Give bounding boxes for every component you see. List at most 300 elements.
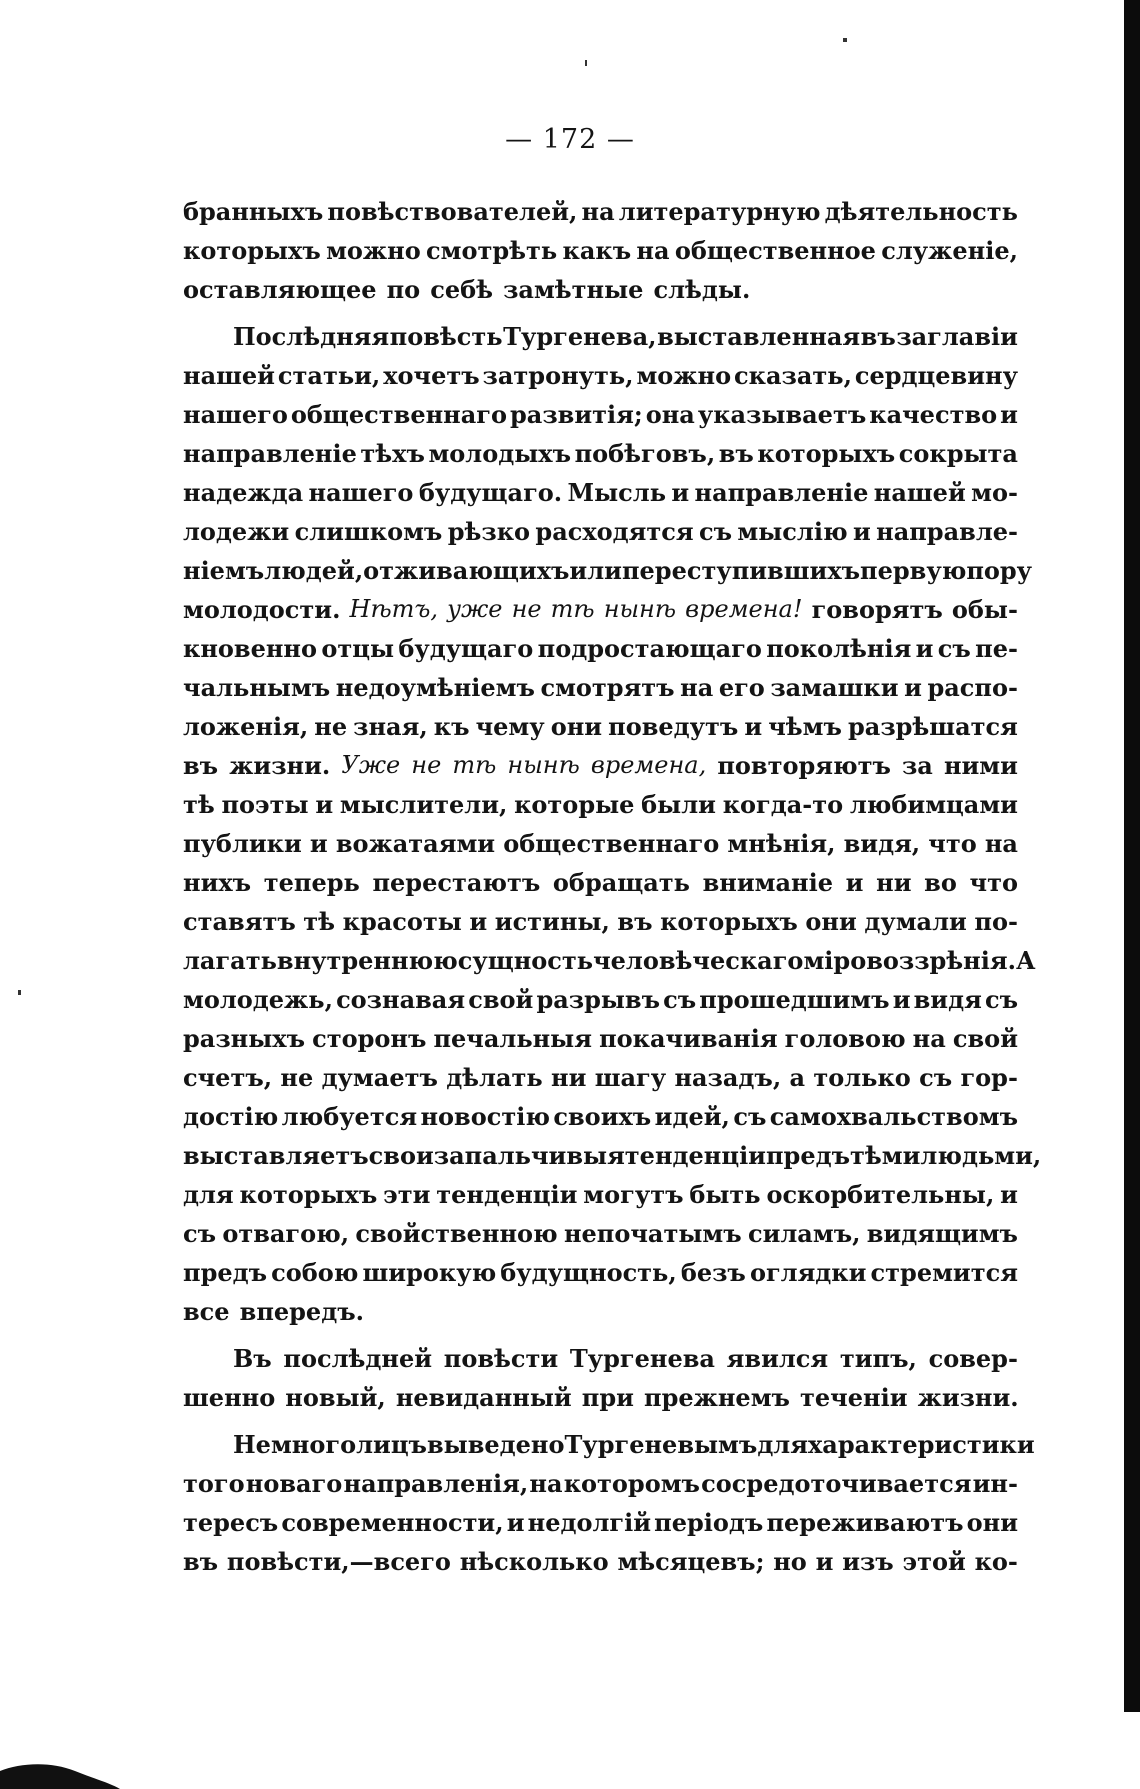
word: распо- <box>927 673 1018 702</box>
text-line <box>183 473 1018 512</box>
word: мо- <box>971 478 1018 507</box>
word: вниманіе <box>702 868 834 897</box>
word: статьи, <box>277 361 381 390</box>
word: предъ <box>183 1258 268 1287</box>
word: головою <box>784 1024 906 1053</box>
word: и <box>469 907 488 936</box>
word: достію <box>183 1102 279 1131</box>
word: можно <box>326 236 421 265</box>
word: но <box>773 1547 807 1576</box>
text-line <box>183 512 1018 551</box>
word: и <box>815 1547 834 1576</box>
word: расходятся <box>535 517 694 546</box>
word: зная, <box>353 712 428 741</box>
word: человѣческаго <box>593 946 804 975</box>
word: при <box>581 1383 634 1412</box>
word: будущаго <box>398 634 534 663</box>
word: съ <box>663 985 697 1014</box>
word: на <box>984 829 1018 858</box>
word: которые <box>514 790 635 819</box>
word: выведено <box>426 1430 565 1459</box>
word: поведутъ <box>608 712 739 741</box>
word: ніемъ <box>183 556 265 585</box>
text-line <box>183 1136 1042 1175</box>
word: ко- <box>974 1547 1018 1576</box>
word: тенденціи <box>436 1180 578 1209</box>
word: Тургенева <box>569 1344 715 1373</box>
word: идей, <box>654 1102 730 1131</box>
word: общественнаго <box>290 400 507 429</box>
word: ложенія, <box>183 712 309 741</box>
word: думаетъ <box>321 1063 438 1092</box>
word: въ <box>860 322 896 351</box>
word: ни <box>551 1063 587 1092</box>
word: общественное <box>674 236 876 265</box>
scan-speck <box>585 60 587 66</box>
word: повѣсти <box>443 1344 559 1373</box>
word: характеристики <box>807 1430 1035 1459</box>
word: и <box>915 634 934 663</box>
word: и <box>1000 1180 1018 1209</box>
word: невиданный <box>395 1383 572 1412</box>
italic-word: Уже <box>341 751 401 779</box>
italic-word: нынѣ <box>507 751 580 779</box>
word: отвагою, <box>222 1219 350 1248</box>
word: отживающихъ <box>363 556 570 585</box>
word: собою <box>271 1258 359 1287</box>
body-text <box>183 192 1042 1581</box>
word: себѣ <box>430 275 493 304</box>
word: а <box>789 1063 806 1092</box>
word: которомъ <box>563 1469 700 1498</box>
word: міровоззрѣнія. <box>803 946 1016 975</box>
word: тѣ <box>183 790 215 819</box>
word: повѣсти,—всего <box>226 1547 451 1576</box>
word: перестаютъ <box>372 868 541 897</box>
text-line <box>183 668 1018 707</box>
text-line <box>183 1378 1018 1417</box>
text-line <box>183 1019 1018 1058</box>
word: шагу <box>594 1063 667 1092</box>
word: они <box>805 907 857 936</box>
word: они <box>966 1508 1018 1537</box>
word: сознавая <box>336 985 466 1014</box>
word: типъ, <box>839 1344 917 1373</box>
word: людьми, <box>920 1141 1042 1170</box>
word: молодежь, <box>183 985 333 1014</box>
word: качество <box>869 400 998 429</box>
scan-edge-bar <box>1124 0 1140 1712</box>
word: сущность <box>457 946 594 975</box>
text-line <box>183 1214 1018 1253</box>
word: силамъ, <box>747 1219 861 1248</box>
word: недолгій <box>527 1508 652 1537</box>
word: только <box>813 1063 911 1092</box>
word: тересъ <box>183 1508 279 1537</box>
word: широкую <box>362 1258 497 1287</box>
text-line <box>183 590 1018 629</box>
word: лагать <box>183 946 277 975</box>
word: изъ <box>842 1547 894 1576</box>
word: свой <box>952 1024 1018 1053</box>
word: на <box>912 1024 946 1053</box>
text-line <box>183 1542 1018 1581</box>
text-line <box>183 231 1018 270</box>
scan-speck <box>18 990 21 995</box>
word: свой <box>468 985 534 1014</box>
word: пе- <box>975 634 1018 663</box>
word: она <box>645 400 695 429</box>
word: которыхъ <box>757 439 896 468</box>
italic-word: не <box>511 595 542 623</box>
word: свои <box>368 1141 434 1170</box>
word: что <box>928 829 977 858</box>
word: мыслію <box>737 517 848 546</box>
scan-speck <box>843 38 847 42</box>
word: чальнымъ <box>183 673 331 702</box>
word: шенно <box>183 1383 276 1412</box>
word: на <box>680 673 714 702</box>
text-line <box>183 434 1018 473</box>
word: мнѣнія, <box>727 829 836 858</box>
text-line <box>183 270 1018 309</box>
word: молодости. <box>183 595 341 624</box>
italic-word: нынѣ <box>603 595 677 623</box>
italic-word: времена, <box>590 751 707 779</box>
word: ин- <box>972 1469 1018 1498</box>
word: оставляющее <box>183 275 377 304</box>
word: того <box>183 1469 245 1498</box>
word: непочатымъ <box>563 1219 742 1248</box>
word: сторонъ <box>312 1024 427 1053</box>
word: направленіе <box>694 478 869 507</box>
word: которыхъ <box>183 236 321 265</box>
text-line <box>183 941 1036 980</box>
text-line <box>183 1464 1018 1503</box>
word: чѣмъ <box>768 712 842 741</box>
word: совер- <box>928 1344 1018 1373</box>
word: лодежи <box>183 517 290 546</box>
word: красоты <box>342 907 462 936</box>
word: которыхъ <box>239 1180 378 1209</box>
word: ставятъ <box>183 907 296 936</box>
word: лицъ <box>356 1430 427 1459</box>
word: своихъ <box>553 1102 652 1131</box>
word: печальныя <box>433 1024 592 1053</box>
word: замашки <box>770 673 899 702</box>
word: нашей <box>183 361 275 390</box>
word: по <box>386 275 421 304</box>
word: направленіе <box>183 439 357 468</box>
word: подростающаго <box>537 634 762 663</box>
word: прежнемъ <box>644 1383 790 1412</box>
word: послѣдней <box>283 1344 433 1373</box>
word: или <box>569 556 622 585</box>
word: эти <box>383 1180 431 1209</box>
word: и <box>309 829 328 858</box>
word: истины, <box>494 907 610 936</box>
word: за <box>901 751 933 780</box>
word: нихъ <box>183 868 252 897</box>
word: бранныхъ <box>183 197 324 226</box>
word: тѣхъ <box>360 439 425 468</box>
italic-word: времена! <box>685 595 803 623</box>
word: могутъ <box>583 1180 684 1209</box>
word: и <box>852 517 871 546</box>
word: людей, <box>264 556 364 585</box>
text-line <box>183 1175 1018 1214</box>
word: ни <box>876 868 912 897</box>
word: и <box>904 673 922 702</box>
word: первую <box>860 556 967 585</box>
word: ними <box>943 751 1018 780</box>
word: въ <box>718 439 754 468</box>
word: съ <box>183 1219 217 1248</box>
word: во <box>924 868 957 897</box>
text-line <box>183 1097 1018 1136</box>
text-line <box>183 1253 1018 1292</box>
word: съ <box>984 985 1018 1014</box>
italic-word: уже <box>447 595 503 623</box>
word: явился <box>726 1344 829 1373</box>
word: этой <box>902 1547 966 1576</box>
word: выставляетъ <box>183 1141 369 1170</box>
text-line <box>183 395 1018 434</box>
text-line <box>183 317 1018 356</box>
word: гор- <box>960 1063 1018 1092</box>
word: обы- <box>951 595 1018 624</box>
word: для <box>757 1430 808 1459</box>
word: сердцевину <box>854 361 1018 390</box>
word: и <box>845 868 864 897</box>
word: періодъ <box>654 1508 764 1537</box>
word: отцы <box>321 634 394 663</box>
text-line <box>183 192 1018 231</box>
text-line <box>183 902 1018 941</box>
word: не <box>314 712 348 741</box>
word: предъ <box>765 1141 851 1170</box>
word: Въ <box>233 1344 272 1373</box>
word: тѣми <box>850 1141 921 1170</box>
word: Тургеневымъ <box>564 1430 758 1459</box>
word: указываетъ <box>697 400 867 429</box>
word: смотрѣть <box>426 236 558 265</box>
word: переживаютъ <box>766 1508 964 1537</box>
word: они <box>550 712 603 741</box>
italic-word: Нѣтъ, <box>349 595 439 623</box>
word: для <box>183 1180 234 1209</box>
italic-word: не <box>411 751 442 779</box>
word: замѣтные <box>503 275 644 304</box>
word: любимцами <box>849 790 1018 819</box>
word: литературную <box>618 197 821 226</box>
word: Послѣдняя <box>233 322 390 351</box>
word: заглавіи <box>896 322 1018 351</box>
word: слишкомъ <box>294 517 443 546</box>
word: видящимъ <box>866 1219 1018 1248</box>
word: что <box>969 868 1018 897</box>
text-line <box>183 824 1018 863</box>
word: которыхъ <box>660 907 798 936</box>
word: любуется <box>281 1102 418 1131</box>
italic-word: тѣ <box>452 751 497 779</box>
word: повѣствователей, <box>327 197 578 226</box>
text-line <box>183 356 1018 395</box>
word: смотрятъ <box>540 673 675 702</box>
word: надежда <box>183 478 304 507</box>
word: внутреннюю <box>276 946 458 975</box>
word: дѣятельность <box>824 197 1018 226</box>
word: разрѣшатся <box>848 712 1018 741</box>
word: оглядки <box>749 1258 867 1287</box>
word: нашего <box>183 400 288 429</box>
word: безъ <box>680 1258 746 1287</box>
word: въ <box>617 907 653 936</box>
word: общественнаго <box>503 829 720 858</box>
word: съ <box>698 517 733 546</box>
word: говорятъ <box>811 595 943 624</box>
word: покачиванія <box>599 1024 778 1053</box>
word: быть <box>689 1180 761 1209</box>
word: Немного <box>233 1430 357 1459</box>
word: кновенно <box>183 634 317 663</box>
word: недоумѣніемъ <box>335 673 535 702</box>
word: въ <box>183 751 219 780</box>
text-line <box>183 746 1018 785</box>
scan-edge-blot <box>0 1741 120 1789</box>
word: поколѣнія <box>766 634 912 663</box>
word: какъ <box>562 236 632 265</box>
word: поэты <box>221 790 309 819</box>
word: будущность, <box>500 1258 677 1287</box>
word: рѣзко <box>447 517 531 546</box>
text-line <box>183 1292 1018 1331</box>
word: новостію <box>420 1102 550 1131</box>
word: оскорбительны, <box>766 1180 995 1209</box>
word: Мысль <box>567 478 666 507</box>
word: направленія, <box>343 1469 529 1498</box>
word: служеніе, <box>881 236 1018 265</box>
word: назадъ, <box>674 1063 782 1092</box>
word: Тургенева, <box>503 322 657 351</box>
word: видя <box>913 985 982 1014</box>
word: дѣлать <box>446 1063 543 1092</box>
word: съ <box>919 1063 953 1092</box>
word: затронуть, <box>482 361 634 390</box>
text-line <box>183 551 1033 590</box>
word: нашего <box>308 478 414 507</box>
word: хочетъ <box>383 361 480 390</box>
text-line <box>183 1503 1018 1542</box>
word: новаго <box>245 1469 343 1498</box>
word: его <box>718 673 765 702</box>
word: на <box>529 1469 563 1498</box>
word: на <box>581 197 615 226</box>
word: и <box>744 712 763 741</box>
word: разныхъ <box>183 1024 305 1053</box>
word: теперь <box>263 868 360 897</box>
word: современности, <box>281 1508 504 1537</box>
word: нѣсколько <box>459 1547 609 1576</box>
word: счетъ, <box>183 1063 273 1092</box>
word: обращать <box>552 868 690 897</box>
word: на <box>636 236 670 265</box>
word: переступившихъ <box>621 556 861 585</box>
word: когда-то <box>722 790 844 819</box>
word: жизни. <box>917 1383 1019 1412</box>
word: вожатаями <box>335 829 496 858</box>
word: слѣды. <box>653 275 751 304</box>
word: теченіи <box>800 1383 908 1412</box>
word: и <box>892 985 911 1014</box>
word: развитія; <box>510 400 643 429</box>
word: прошедшимъ <box>699 985 890 1014</box>
word: запальчивыя <box>433 1141 625 1170</box>
word: сосредоточивается <box>701 1469 972 1498</box>
italic-word: тѣ <box>550 595 595 623</box>
page-number: — 172 — <box>505 124 635 155</box>
text-line <box>183 707 1018 746</box>
word: разрывъ <box>536 985 661 1014</box>
word: пору <box>966 556 1033 585</box>
word: по- <box>974 907 1018 936</box>
text-line <box>183 1339 1018 1378</box>
word: все <box>183 1297 230 1326</box>
word: тенденціи <box>624 1141 766 1170</box>
text-line <box>183 785 1018 824</box>
word: А <box>1015 946 1036 975</box>
text-line <box>183 863 1018 902</box>
text-line <box>183 629 1018 668</box>
word: побѣговъ, <box>574 439 716 468</box>
word: тѣ <box>303 907 336 936</box>
word: жизни. <box>229 751 331 780</box>
text-line <box>183 980 1018 1019</box>
word: и <box>1000 400 1018 429</box>
word: выставленная <box>657 322 861 351</box>
word: молодыхъ <box>428 439 571 468</box>
word: въ <box>183 1547 219 1576</box>
word: свойственною <box>355 1219 558 1248</box>
word: будущаго. <box>418 478 563 507</box>
word: и <box>671 478 690 507</box>
word: сокрыта <box>898 439 1018 468</box>
word: повѣсть <box>389 322 503 351</box>
word: можно <box>636 361 732 390</box>
word: впередъ. <box>239 1297 364 1326</box>
word: новый, <box>285 1383 386 1412</box>
word: нашей <box>873 478 966 507</box>
word: чему <box>475 712 545 741</box>
word: повторяютъ <box>717 751 891 780</box>
word: и <box>506 1508 525 1537</box>
word: стремится <box>870 1258 1018 1287</box>
word: видя, <box>843 829 921 858</box>
text-line <box>183 1425 1035 1464</box>
word: мѣсяцевъ; <box>617 1547 765 1576</box>
word: направле- <box>876 517 1018 546</box>
word: сказать, <box>734 361 852 390</box>
word: не <box>280 1063 314 1092</box>
word: съ <box>937 634 971 663</box>
word: мыслители, <box>339 790 508 819</box>
text-line <box>183 1058 1018 1097</box>
word: были <box>641 790 716 819</box>
word: самохвальствомъ <box>769 1102 1018 1131</box>
word: думали <box>864 907 967 936</box>
word: публики <box>183 829 302 858</box>
word: къ <box>433 712 470 741</box>
